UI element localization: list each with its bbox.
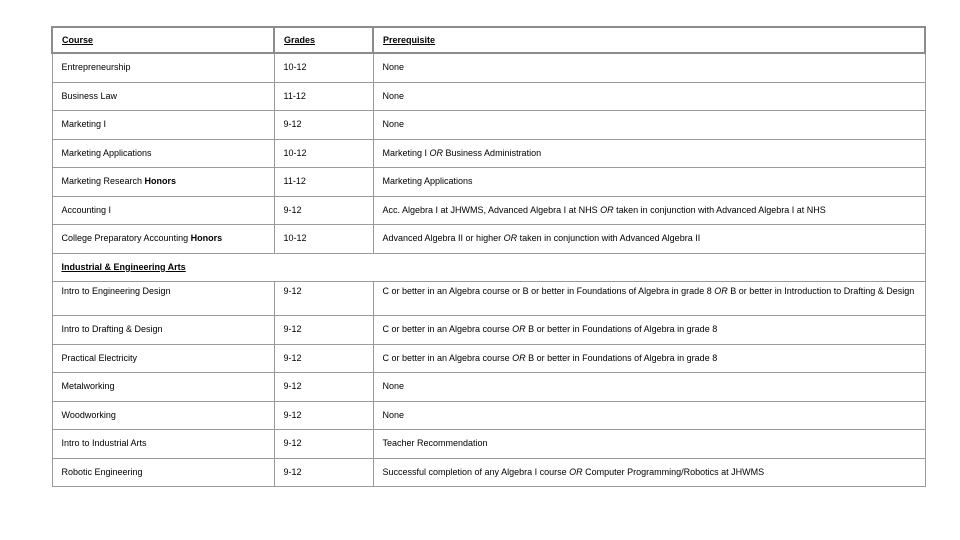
prereq-text: Advanced Algebra II or higher xyxy=(382,233,504,244)
grades-cell: 9-12 xyxy=(274,196,373,225)
header-prerequisite: Prerequisite xyxy=(373,27,925,53)
grades-cell: 9-12 xyxy=(274,430,373,459)
prerequisite-cell xyxy=(373,344,925,373)
table-row xyxy=(52,225,925,254)
course-cell: Intro to Drafting & Design xyxy=(52,316,274,345)
honors-label: Honors xyxy=(190,233,223,244)
header-course: Course xyxy=(52,27,274,53)
table-row xyxy=(52,53,925,82)
course-cell xyxy=(52,225,274,254)
prereq-text: C or better in an Algebra course xyxy=(382,352,513,363)
or-text: OR xyxy=(512,352,526,363)
course-cell: Marketing Applications xyxy=(52,139,274,168)
course-cell: Practical Electricity xyxy=(52,344,274,373)
prereq-text: B or better in Introduction to Drafting & Design xyxy=(727,286,915,296)
course-cell: Woodworking xyxy=(52,401,274,430)
grades-cell: 9-12 xyxy=(274,316,373,345)
table-row xyxy=(52,458,925,487)
prereq-text: Business Administration xyxy=(443,147,542,158)
course-cell: Metalworking xyxy=(52,373,274,402)
grades-cell: 11-12 xyxy=(274,82,373,111)
prerequisite-cell: Marketing Applications xyxy=(373,168,925,197)
honors-label: Honors xyxy=(144,176,177,187)
grades-cell: 9-12 xyxy=(274,458,373,487)
prerequisite-cell xyxy=(373,282,925,316)
course-cell: Accounting I xyxy=(52,196,274,225)
prereq-text: B or better in Foundations of Algebra in grade 8 xyxy=(525,324,718,335)
section-heading: Industrial & Engineering Arts xyxy=(52,253,925,282)
table-row xyxy=(52,82,925,111)
prereq-text: taken in conjunction with Advanced Algebra I at NHS xyxy=(613,204,826,215)
prereq-text: C or better in an Algebra course or B or better in Foundations of Algebra in grade 8 xyxy=(382,286,715,296)
or-text: OR xyxy=(512,324,526,335)
course-cell: Intro to Industrial Arts xyxy=(52,430,274,459)
grades-cell: 9-12 xyxy=(274,282,373,316)
prereq-text: Successful completion of any Algebra I course xyxy=(382,466,570,477)
prereq-text: Marketing I xyxy=(382,147,430,158)
table-row xyxy=(52,316,925,345)
prerequisite-cell xyxy=(373,458,925,487)
or-text: OR xyxy=(429,147,444,158)
prereq-text: Computer Programming/Robotics at JHWMS xyxy=(582,466,765,477)
table-row xyxy=(52,196,925,225)
course-prerequisite-table xyxy=(51,26,926,487)
grades-cell: 9-12 xyxy=(274,373,373,402)
grades-cell: 10-12 xyxy=(274,225,373,254)
table-row xyxy=(52,282,925,316)
or-text: OR xyxy=(569,466,583,477)
course-cell: Marketing I xyxy=(52,111,274,140)
prereq-text: taken in conjunction with Advanced Algebra II xyxy=(517,233,701,244)
prerequisite-cell xyxy=(373,225,925,254)
prerequisite-cell: Teacher Recommendation xyxy=(373,430,925,459)
table-row xyxy=(52,373,925,402)
table-header-row xyxy=(52,27,925,53)
prereq-text: B or better in Foundations of Algebra in grade 8 xyxy=(525,352,718,363)
grades-cell: 9-12 xyxy=(274,401,373,430)
prerequisite-cell xyxy=(373,139,925,168)
course-cell: Entrepreneurship xyxy=(52,53,274,82)
prerequisite-cell: None xyxy=(373,401,925,430)
header-grades: Grades xyxy=(274,27,373,53)
table-row xyxy=(52,168,925,197)
prerequisite-cell: None xyxy=(373,82,925,111)
table-row xyxy=(52,401,925,430)
prerequisite-cell xyxy=(373,316,925,345)
grades-cell: 9-12 xyxy=(274,344,373,373)
table-row xyxy=(52,139,925,168)
table-row xyxy=(52,111,925,140)
section-heading-row xyxy=(52,253,925,282)
prerequisite-cell: None xyxy=(373,373,925,402)
or-text: OR xyxy=(600,204,614,215)
course-text: College Preparatory Accounting xyxy=(61,233,191,244)
prereq-text: C or better in an Algebra course xyxy=(382,324,513,335)
course-cell: Robotic Engineering xyxy=(52,458,274,487)
table-row xyxy=(52,430,925,459)
or-text: OR xyxy=(714,286,728,296)
grades-cell: 10-12 xyxy=(274,139,373,168)
prerequisite-cell: None xyxy=(373,111,925,140)
prereq-text: Acc. Algebra I at JHWMS, Advanced Algebra I at NHS xyxy=(382,204,601,215)
course-cell: Business Law xyxy=(52,82,274,111)
or-text: OR xyxy=(503,233,518,244)
course-text: Marketing Research xyxy=(61,176,145,187)
table-row xyxy=(52,344,925,373)
grades-cell: 9-12 xyxy=(274,111,373,140)
prerequisite-cell: None xyxy=(373,53,925,82)
course-cell: Intro to Engineering Design xyxy=(52,282,274,316)
grades-cell: 10-12 xyxy=(274,53,373,82)
grades-cell: 11-12 xyxy=(274,168,373,197)
course-cell xyxy=(52,168,274,197)
prerequisite-cell xyxy=(373,196,925,225)
